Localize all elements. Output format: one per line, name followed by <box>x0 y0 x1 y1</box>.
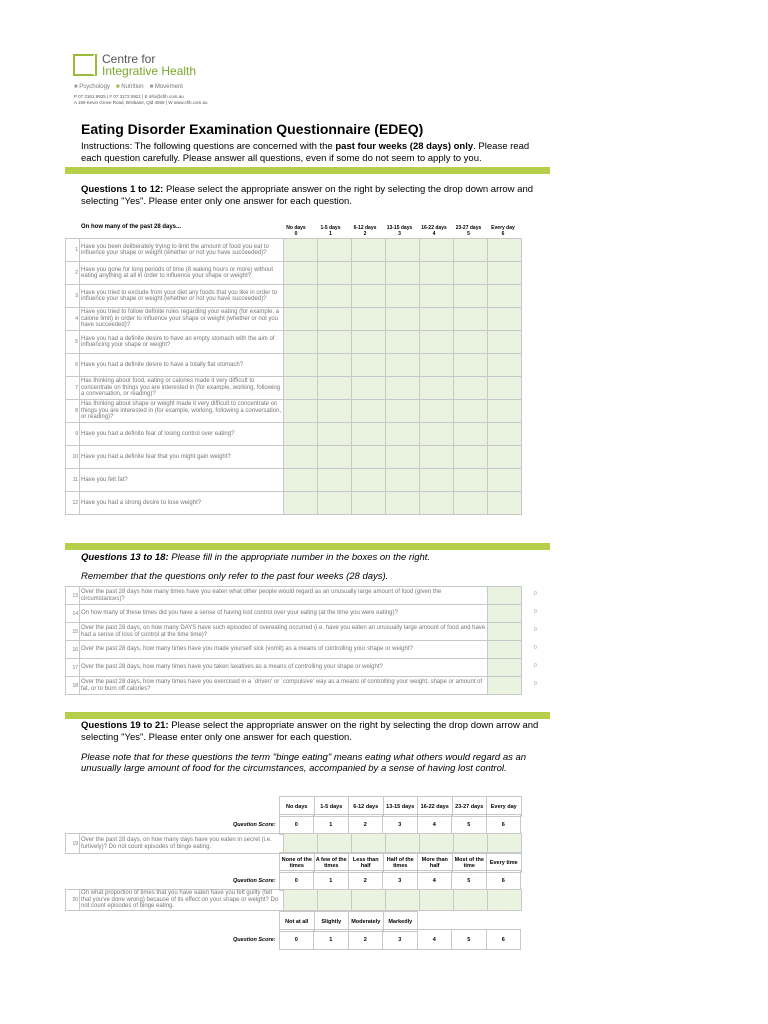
score-value: 3 <box>383 871 418 891</box>
answer-cell[interactable] <box>352 331 386 354</box>
column-header <box>279 225 313 237</box>
answer-cell[interactable] <box>454 331 488 354</box>
question-text: Have you felt fat? <box>80 469 284 492</box>
question-text: Over the past 28 days, how many times have you made yourself sick (vomit) as a means of controlling your shape or weight? <box>80 641 488 659</box>
scale-label: Most of the time <box>452 853 487 873</box>
answer-cell[interactable] <box>386 492 420 515</box>
score-value: 6 <box>486 815 521 835</box>
answer-cell[interactable] <box>386 285 420 308</box>
column-label: Every day <box>491 225 515 231</box>
question-text: Have you tried to exclude from your diet any foods that you like in order to influence your shape or weight (whether or not you have succeeded)? <box>80 285 284 308</box>
answer-cell[interactable] <box>284 446 318 469</box>
answer-cell[interactable] <box>318 331 352 354</box>
column-score: 6 <box>501 231 505 237</box>
answer-cell[interactable] <box>284 834 318 854</box>
column-score: 5 <box>467 231 470 237</box>
answer-cell[interactable] <box>284 354 318 377</box>
answer-cell[interactable] <box>386 331 420 354</box>
table-row <box>66 469 522 492</box>
answer-input-cell[interactable] <box>488 623 522 641</box>
section3-heading <box>81 720 551 744</box>
answer-cell[interactable] <box>284 308 318 331</box>
section2-heading-text: Please fill in the appropriate number in the boxes on the right. <box>168 552 431 563</box>
logo-mark-icon <box>73 54 95 76</box>
answer-cell[interactable] <box>488 446 522 469</box>
column-score: 1 <box>329 231 332 237</box>
answer-cell[interactable] <box>420 239 454 262</box>
question-number: 11 <box>66 469 80 492</box>
answer-cell[interactable] <box>318 239 352 262</box>
answer-cell[interactable] <box>420 423 454 446</box>
answer-cell[interactable] <box>386 834 420 854</box>
question-text: Have you had a definite fear of losing control over eating? <box>80 423 284 446</box>
score-value: 1 <box>314 815 349 835</box>
question-text: Have you had a definite fear that you might gain weight? <box>80 446 284 469</box>
question-text: Have you had a definite desire to have a totally flat stomach? <box>80 354 284 377</box>
section2-question-grid <box>65 586 522 695</box>
side-value: 0 <box>534 627 537 633</box>
answer-cell[interactable] <box>284 469 318 492</box>
question-number: 18 <box>66 677 80 695</box>
answer-cell[interactable] <box>318 377 352 400</box>
column-label: 13-15 days <box>386 225 413 231</box>
table-row <box>66 308 522 331</box>
table-row <box>66 587 522 605</box>
column-label: No days <box>286 225 306 231</box>
answer-cell[interactable] <box>352 400 386 423</box>
question-number: 16 <box>66 641 80 659</box>
score-value: 1 <box>314 871 349 891</box>
question-text: On what proportion of times that you have eaten have you felt guilty (felt that you've done wrong) because of its effect on your shape or weight? Do not count episodes of binge eating. <box>80 890 284 911</box>
table-row <box>66 262 522 285</box>
question-number: 8 <box>66 400 80 423</box>
answer-cell[interactable] <box>420 890 454 911</box>
score-value: 2 <box>348 930 383 950</box>
side-value: 0 <box>534 609 537 615</box>
question-text: Have you been deliberately trying to limit the amount of food you eat to influence your shape or weight (whether or not you have succeeded)? <box>80 239 284 262</box>
question-number: 4 <box>66 308 80 331</box>
answer-cell[interactable] <box>420 308 454 331</box>
score-value: 3 <box>383 930 418 950</box>
answer-cell[interactable] <box>386 239 420 262</box>
side-value: 0 <box>534 681 537 687</box>
question-score-label: Question Score: <box>233 821 276 828</box>
question-number: 15 <box>66 623 80 641</box>
question-number: 6 <box>66 354 80 377</box>
table-row <box>66 492 522 515</box>
question-number: 10 <box>66 446 80 469</box>
question-score-label: Question Score: <box>233 877 276 884</box>
service-nutrition: ■ Nutrition <box>116 84 144 90</box>
section1-heading-text: Please select the appropriate answer on the right by selecting the drop down arrow and selecting "Yes". Please enter only one answer for each question. <box>81 184 534 207</box>
question-text: Have you gone for long periods of time (8 waking hours or more) without eating anything at all in order to influence your shape or weight? <box>80 262 284 285</box>
score-value: 4 <box>417 815 452 835</box>
service-psychology: ■ Psychology <box>74 84 110 90</box>
answer-cell[interactable] <box>488 262 522 285</box>
q20-score-row <box>211 870 521 891</box>
scale-label: A few of the times <box>314 853 349 873</box>
section2-heading <box>81 552 551 564</box>
scale-label: 6-12 days <box>349 797 384 817</box>
score-value: 6 <box>486 930 521 950</box>
instructions <box>81 141 551 165</box>
answer-cell[interactable] <box>318 354 352 377</box>
answer-cell[interactable] <box>386 400 420 423</box>
answer-input-cell[interactable] <box>488 677 522 695</box>
answer-cell[interactable] <box>386 446 420 469</box>
question-number: 1 <box>66 239 80 262</box>
answer-cell[interactable] <box>386 469 420 492</box>
answer-cell[interactable] <box>284 423 318 446</box>
scale-label: No days <box>280 797 315 817</box>
question-number: 17 <box>66 659 80 677</box>
section-divider <box>65 712 550 719</box>
table-row <box>66 354 522 377</box>
side-value: 0 <box>534 663 537 669</box>
column-header <box>314 225 348 237</box>
question-text: Over the past 28 days, on how many DAYS have such episodes of overeating occurred (i.e. have you eaten an unusually large amount of food and have had a sense of loss of control at the time time)? <box>80 623 488 641</box>
table-row <box>66 677 522 695</box>
answer-cell[interactable] <box>420 262 454 285</box>
q19-score-row <box>211 814 521 835</box>
table-row <box>66 377 522 400</box>
section1-heading <box>81 184 551 208</box>
answer-cell[interactable] <box>386 423 420 446</box>
column-header <box>348 225 382 237</box>
question-number: 5 <box>66 331 80 354</box>
section3-heading-text: Please select the appropriate answer on the right by selecting the drop down arrow and selecting "Yes". Please enter only one answer for each question. <box>81 720 539 743</box>
score-value: 2 <box>348 871 383 891</box>
answer-cell[interactable] <box>454 400 488 423</box>
section3-note: Please note that for these questions the term "binge eating" means eating what others would regard as an unusually large amount of food for the circumstances, accompanied by a sense of having lost control. <box>81 752 527 774</box>
answer-cell[interactable] <box>318 469 352 492</box>
answer-cell[interactable] <box>488 239 522 262</box>
answer-cell[interactable] <box>420 492 454 515</box>
answer-cell[interactable] <box>352 446 386 469</box>
answer-cell[interactable] <box>386 890 420 911</box>
answer-cell[interactable] <box>454 354 488 377</box>
question-score-label: Question Score: <box>233 936 276 943</box>
answer-input-cell[interactable] <box>488 587 522 605</box>
scale-label: 1-5 days <box>314 797 349 817</box>
answer-cell[interactable] <box>352 423 386 446</box>
section-divider <box>65 167 550 174</box>
scale-label: None of the times <box>280 853 315 873</box>
table-row <box>66 446 522 469</box>
page-title: Eating Disorder Examination Questionnaire (EDEQ) <box>81 121 424 137</box>
answer-cell[interactable] <box>284 331 318 354</box>
answer-cell[interactable] <box>420 446 454 469</box>
table-row <box>66 659 522 677</box>
column-label: 1-5 days <box>320 225 341 231</box>
table-row <box>66 331 522 354</box>
question-text: Over the past 28 days, how many times have you taken laxatives as a means of controlling your shape or weight? <box>80 659 488 677</box>
table-row <box>66 623 522 641</box>
score-value: 2 <box>348 815 383 835</box>
question-text: Has thinking about food, eating or calories made it very difficult to concentrate on things you are interested in (for example, working, following a conversation, or reading)? <box>80 377 284 400</box>
question-number: 12 <box>66 492 80 515</box>
scale-label: Every time <box>487 853 522 873</box>
scale-label: Moderately <box>349 912 384 932</box>
answer-cell[interactable] <box>352 834 386 854</box>
instructions-bold: past four weeks (28 days) only <box>335 141 474 152</box>
column-header <box>383 225 417 237</box>
scale-label: More than half <box>418 853 453 873</box>
answer-cell[interactable] <box>454 239 488 262</box>
answer-cell[interactable] <box>284 890 318 911</box>
answer-cell[interactable] <box>318 492 352 515</box>
answer-cell[interactable] <box>454 446 488 469</box>
side-value: 0 <box>534 645 537 651</box>
section-divider <box>65 543 550 550</box>
column-label: 16-22 days <box>421 225 447 231</box>
q19-row <box>65 833 522 854</box>
score-value: 6 <box>486 871 521 891</box>
answer-cell[interactable] <box>352 354 386 377</box>
answer-cell[interactable] <box>488 469 522 492</box>
answer-cell[interactable] <box>352 308 386 331</box>
scale-label: 23-27 days <box>452 797 487 817</box>
answer-cell[interactable] <box>488 400 522 423</box>
score-row <box>211 815 521 835</box>
answer-cell[interactable] <box>454 308 488 331</box>
scale-label: Half of the times <box>383 853 418 873</box>
table-row <box>66 605 522 623</box>
table-row <box>66 239 522 262</box>
column-score: 0 <box>294 231 298 237</box>
answer-cell[interactable] <box>420 400 454 423</box>
instructions-pre: Instructions: The following questions are concerned with the <box>81 141 336 152</box>
section2-heading-bold: Questions 13 to 18: <box>81 552 169 563</box>
services-list <box>74 84 183 90</box>
question-text: On how many of these times did you have a sense of having lost control over your eating (at the time you were eating)? <box>80 605 488 623</box>
score-value: 5 <box>452 815 487 835</box>
answer-cell[interactable] <box>284 239 318 262</box>
answer-cell[interactable] <box>488 492 522 515</box>
question-number: 20 <box>66 890 80 911</box>
score-value: 4 <box>417 871 452 891</box>
score-value: 4 <box>417 930 452 950</box>
answer-cell[interactable] <box>318 423 352 446</box>
question-text: Have you tried to follow definite rules regarding your eating (for example, a calorie limit) in order to influence your shape or weight (whether or not you have succeeded)? <box>80 308 284 331</box>
service-movement: ■ Movement <box>150 84 183 90</box>
table-row <box>66 834 522 854</box>
question-number: 2 <box>66 262 80 285</box>
score-row <box>211 871 521 891</box>
question-text: Over the past 28 days, on how many days have you eaten in secret (i.e. furtively)? Do not count episodes of binge eating. <box>80 834 284 854</box>
answer-cell[interactable] <box>386 377 420 400</box>
scale-label: Markedly <box>383 912 418 932</box>
answer-cell[interactable] <box>318 890 352 911</box>
answer-input-cell[interactable] <box>488 641 522 659</box>
score-value: 0 <box>279 871 314 891</box>
answer-cell[interactable] <box>284 262 318 285</box>
answer-cell[interactable] <box>318 834 352 854</box>
answer-cell[interactable] <box>454 262 488 285</box>
answer-cell[interactable] <box>318 262 352 285</box>
answer-cell[interactable] <box>420 354 454 377</box>
table-row <box>66 400 522 423</box>
answer-cell[interactable] <box>352 377 386 400</box>
answer-input-cell[interactable] <box>488 605 522 623</box>
answer-cell[interactable] <box>420 377 454 400</box>
answer-cell[interactable] <box>454 377 488 400</box>
question-number: 3 <box>66 285 80 308</box>
answer-cell[interactable] <box>420 285 454 308</box>
question-text: Has thinking about shape or weight made it very difficult to concentrate on things you are interested in (for example, working, following a conversation, or reading)? <box>80 400 284 423</box>
question-text: Have you had a strong desire to lose weight? <box>80 492 284 515</box>
table-row <box>66 285 522 308</box>
answer-cell[interactable] <box>454 423 488 446</box>
scale-label: 16-22 days <box>418 797 453 817</box>
answer-cell[interactable] <box>454 834 488 854</box>
answer-cell[interactable] <box>488 834 522 854</box>
question-text: Over the past 28 days, how many times have you exercised in a `driven' or `compulsive' way as a means of controlling your weight, shape or amount of fat, or to burn off calories? <box>80 677 488 695</box>
column-score: 3 <box>398 231 401 237</box>
answer-cell[interactable] <box>284 285 318 308</box>
scale-label: Every day <box>487 797 522 817</box>
column-score: 2 <box>363 231 367 237</box>
question-number: 13 <box>66 587 80 605</box>
column-score: 4 <box>432 231 436 237</box>
column-label: 23-27 days <box>455 225 482 231</box>
score-value: 0 <box>279 930 314 950</box>
question-text: Have you had a definite desire to have an empty stomach with the aim of influencing your shape or weight? <box>80 331 284 354</box>
contact-line-1: P 07 3161 9925 | F 07 3172 5921 | E info@cfih.com.au <box>74 94 184 99</box>
question-text: Over the past 28 days how many times have you eaten what other people would regard as an unusually large amount of food (given the circumstances)? <box>80 587 488 605</box>
section1-prompt: On how many of the past 28 days... <box>81 224 182 230</box>
answer-cell[interactable] <box>284 377 318 400</box>
answer-cell[interactable] <box>420 331 454 354</box>
side-value: 0 <box>534 591 537 597</box>
score-value: 1 <box>314 930 349 950</box>
section1-question-grid <box>65 238 522 515</box>
q20-row <box>65 889 522 911</box>
answer-cell[interactable] <box>352 285 386 308</box>
section2-note: Remember that the questions only refer to the past four weeks (28 days). <box>81 571 389 582</box>
answer-cell[interactable] <box>420 834 454 854</box>
answer-cell[interactable] <box>284 400 318 423</box>
score-value: 0 <box>279 815 314 835</box>
contact-line-2: A 169 Kevin Grove Road, Brisbane, Qld 4059 | W www.cfih.com.au <box>74 100 208 105</box>
logo-line-1: Centre for <box>102 52 156 66</box>
answer-cell[interactable] <box>352 469 386 492</box>
answer-cell[interactable] <box>488 308 522 331</box>
question-number: 7 <box>66 377 80 400</box>
column-header <box>417 225 451 237</box>
answer-cell[interactable] <box>454 285 488 308</box>
question-number: 14 <box>66 605 80 623</box>
scale-label: 13-15 days <box>383 797 418 817</box>
answer-cell[interactable] <box>454 469 488 492</box>
table-row <box>66 641 522 659</box>
answer-cell[interactable] <box>488 285 522 308</box>
answer-cell[interactable] <box>352 262 386 285</box>
q21-score-row <box>211 929 521 950</box>
instructions-post: . Please read each question carefully. Please answer all questions, even if some do not seem to apply to you. <box>81 141 530 164</box>
answer-cell[interactable] <box>352 890 386 911</box>
answer-cell[interactable] <box>454 492 488 515</box>
question-number: 9 <box>66 423 80 446</box>
score-value: 5 <box>452 930 487 950</box>
column-label: 6-12 days <box>353 225 377 231</box>
answer-cell[interactable] <box>488 354 522 377</box>
column-header <box>452 225 486 237</box>
score-row <box>211 930 521 950</box>
answer-cell[interactable] <box>318 400 352 423</box>
section1-heading-bold: Questions 1 to 12: <box>81 184 164 195</box>
table-row <box>66 890 522 911</box>
answer-cell[interactable] <box>454 890 488 911</box>
answer-cell[interactable] <box>386 354 420 377</box>
score-value: 3 <box>383 815 418 835</box>
answer-cell[interactable] <box>318 308 352 331</box>
answer-cell[interactable] <box>386 308 420 331</box>
answer-cell[interactable] <box>488 890 522 911</box>
answer-cell[interactable] <box>420 469 454 492</box>
answer-cell[interactable] <box>352 239 386 262</box>
logo-line-2: Integrative Health <box>102 64 197 78</box>
scale-label: Slightly <box>314 912 349 932</box>
answer-cell[interactable] <box>284 492 318 515</box>
answer-cell[interactable] <box>318 285 352 308</box>
table-row <box>66 423 522 446</box>
answer-cell[interactable] <box>488 331 522 354</box>
contact-info <box>74 94 207 106</box>
question-number: 19 <box>66 834 80 854</box>
scale-label: Not at all <box>280 912 315 932</box>
answer-input-cell[interactable] <box>488 659 522 677</box>
answer-cell[interactable] <box>488 377 522 400</box>
answer-cell[interactable] <box>488 423 522 446</box>
answer-cell[interactable] <box>318 446 352 469</box>
answer-cell[interactable] <box>352 492 386 515</box>
section3-heading-bold: Questions 19 to 21: <box>81 720 169 731</box>
scale-label: Less than half <box>349 853 384 873</box>
column-header <box>486 225 520 237</box>
answer-cell[interactable] <box>386 262 420 285</box>
score-value: 5 <box>452 871 487 891</box>
